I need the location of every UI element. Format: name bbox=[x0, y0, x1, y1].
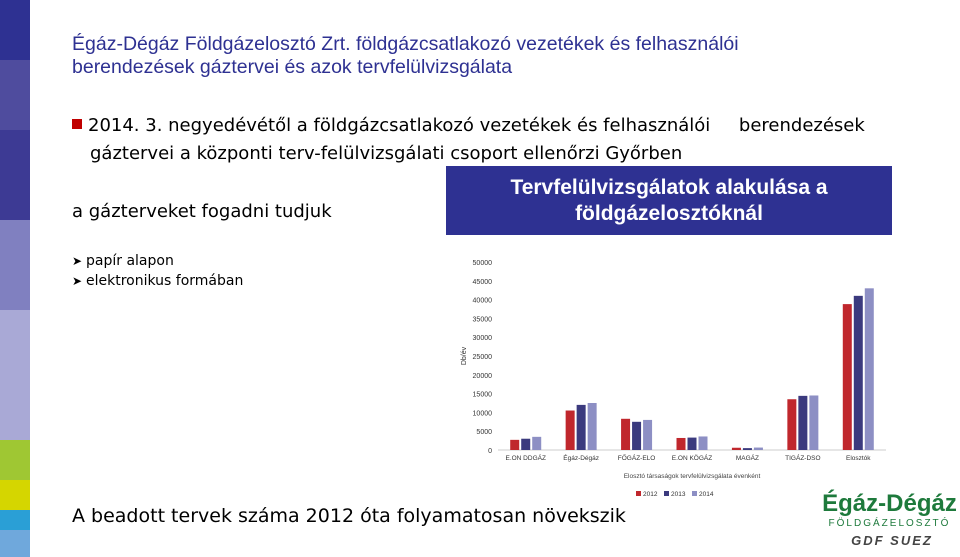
stripe-segment bbox=[0, 510, 30, 530]
y-tick-label: 0 bbox=[488, 448, 492, 455]
stripe-segment bbox=[0, 480, 30, 510]
bar-2013 bbox=[577, 405, 586, 450]
y-tick-label: 15000 bbox=[472, 391, 492, 399]
x-tick-label: Égáz-Dégáz bbox=[563, 455, 600, 462]
main-bullet bbox=[72, 112, 952, 140]
bar-2012 bbox=[677, 438, 686, 450]
y-tick-label: 30000 bbox=[472, 335, 492, 343]
slide-title-line1: Égáz-Dégáz Földgázelosztó Zrt. földgázcsatlakozó vezetékek és felhasználói bbox=[72, 33, 739, 55]
bar-2012 bbox=[510, 440, 519, 450]
sub-item-label: elektronikus formában bbox=[86, 273, 244, 289]
legend-label: 2012 bbox=[643, 491, 658, 498]
bar-2014 bbox=[754, 448, 763, 450]
y-tick-label: 10000 bbox=[472, 410, 492, 418]
stripe-segment bbox=[0, 60, 30, 130]
logo-name: Égáz-Dégáz bbox=[822, 490, 957, 517]
chart-header-line2: földgázelosztóknál bbox=[575, 202, 763, 225]
sub-item-paper bbox=[72, 252, 174, 270]
company-logo bbox=[822, 490, 957, 552]
bar-2014 bbox=[643, 420, 652, 450]
bottom-statement: A beadott tervek száma 2012 óta folyamatosan növekszik bbox=[72, 505, 626, 527]
accept-statement: a gázterveket fogadni tudjuk bbox=[72, 201, 332, 222]
slide-title bbox=[72, 33, 892, 79]
logo-brand: GDF SUEZ bbox=[851, 533, 933, 548]
chart-header-banner bbox=[446, 166, 892, 235]
y-tick-label: 40000 bbox=[472, 297, 492, 305]
sub-item-electronic bbox=[72, 272, 243, 290]
sub-item-label: papír alapon bbox=[86, 253, 174, 269]
y-tick-label: 35000 bbox=[472, 316, 492, 324]
legend-label: 2014 bbox=[699, 491, 714, 498]
bar-2013 bbox=[521, 439, 530, 450]
decorative-color-stripe bbox=[0, 0, 30, 557]
stripe-segment bbox=[0, 130, 30, 220]
bar-2014 bbox=[699, 436, 708, 450]
stripe-segment bbox=[0, 220, 30, 310]
bar-2013 bbox=[798, 396, 807, 450]
arrow-bullet-icon: ➤ bbox=[72, 254, 83, 268]
bar-2013 bbox=[688, 438, 697, 450]
stripe-segment bbox=[0, 310, 30, 440]
y-tick-label: 20000 bbox=[472, 372, 492, 380]
bar-chart bbox=[446, 240, 892, 505]
bullet-text-line2: gáztervei a központi terv-felülvizsgálati csoport ellenőrzi Győrben bbox=[90, 143, 683, 164]
stripe-segment bbox=[0, 440, 30, 480]
chart-header-line1: Tervfelülvizsgálatok alakulása a bbox=[510, 176, 828, 199]
bar-2012 bbox=[843, 304, 852, 450]
y-tick-label: 45000 bbox=[472, 278, 492, 286]
x-tick-label: E.ON KÖGÁZ bbox=[671, 455, 713, 462]
bar-2013 bbox=[854, 296, 863, 450]
bar-2012 bbox=[566, 411, 575, 450]
y-axis-label: Db/év bbox=[461, 346, 468, 366]
bar-2012 bbox=[621, 419, 630, 450]
y-tick-label: 25000 bbox=[472, 354, 492, 361]
bullet-text-line1: 2014. 3. negyedévétől a földgázcsatlakozó vezetékek és felhasználói berendezések bbox=[88, 115, 865, 136]
legend-swatch bbox=[636, 491, 641, 496]
logo-subtitle: FÖLDGÁZELOSZTÓ bbox=[828, 518, 951, 529]
x-tick-label: TIGÁZ-DSO bbox=[785, 455, 821, 462]
bar-2012 bbox=[732, 448, 741, 450]
y-tick-label: 50000 bbox=[472, 260, 492, 267]
square-bullet-icon bbox=[72, 119, 82, 129]
bar-2013 bbox=[743, 448, 752, 450]
stripe-segment bbox=[0, 0, 30, 60]
y-tick-label: 5000 bbox=[476, 429, 492, 437]
bar-2014 bbox=[588, 403, 597, 450]
slide-title-line2: berendezések gáztervei és azok tervfelülvizsgálata bbox=[72, 56, 513, 78]
x-tick-label: E.ON DDGÁZ bbox=[505, 455, 546, 462]
x-tick-label: MAGÁZ bbox=[735, 455, 759, 462]
bar-2014 bbox=[865, 288, 874, 450]
x-tick-label: FŐGÁZ-ELO bbox=[617, 455, 656, 462]
arrow-bullet-icon: ➤ bbox=[72, 274, 83, 288]
legend-label: 2013 bbox=[671, 491, 686, 498]
bar-2014 bbox=[809, 395, 818, 450]
x-axis-label: Elosztó társaságok tervfelülvizsgálata évenként bbox=[623, 473, 761, 480]
legend-swatch bbox=[692, 491, 697, 496]
bar-2012 bbox=[787, 399, 796, 450]
legend-swatch bbox=[664, 491, 669, 496]
stripe-segment bbox=[0, 530, 30, 557]
bar-2013 bbox=[632, 422, 641, 450]
bar-2014 bbox=[532, 437, 541, 450]
x-tick-label: Elosztók bbox=[845, 455, 871, 462]
